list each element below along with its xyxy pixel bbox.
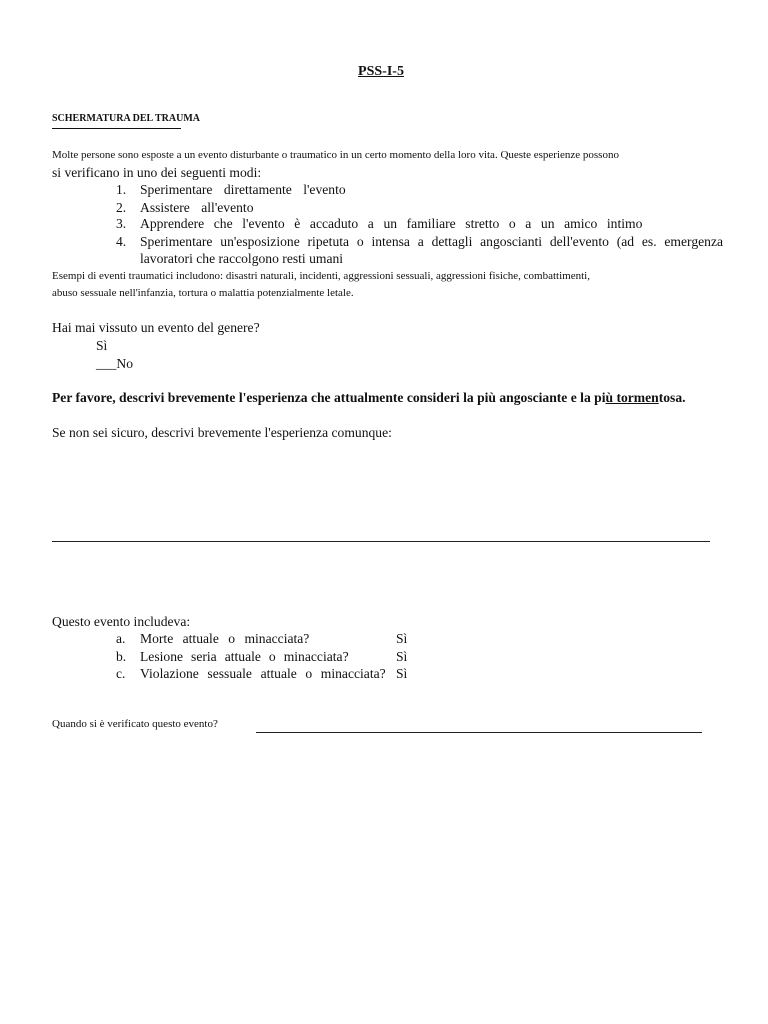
document-title: PSS-I-5 — [358, 64, 404, 79]
mode-item-text: Sperimentare direttamente l'evento — [140, 182, 346, 197]
mode-item-1 — [116, 182, 346, 198]
mode-item-number: 4. — [116, 234, 127, 249]
event-item-letter: c. — [116, 666, 126, 681]
description-answer-line[interactable] — [52, 541, 710, 542]
section-heading-underline — [52, 128, 181, 129]
event-item-text: Morte attuale o minacciata? — [140, 631, 310, 646]
mode-item-text: Sperimentare un'esposizione ripetuta o intensa a dettagli angoscianti dell'evento (ad es. emergenza — [140, 234, 724, 249]
event-item-b — [116, 649, 349, 665]
event-item-text: Violazione sessuale attuale o minacciata? — [140, 666, 386, 681]
answer-yes[interactable]: Sì — [96, 338, 108, 353]
prompt-text-underlined: ù tormen — [605, 390, 659, 405]
prompt-describe-experience — [52, 390, 686, 406]
event-item-letter: b. — [116, 649, 127, 664]
question-when-event: Quando si è verificato questo evento? — [52, 718, 218, 730]
answer-no-blank: ___ — [96, 356, 117, 371]
event-included-heading: Questo evento includeva: — [52, 614, 191, 629]
event-item-a-answer[interactable]: Sì — [396, 631, 408, 646]
question-experienced-event: Hai mai vissuto un evento del genere? — [52, 320, 260, 335]
event-item-a — [116, 631, 309, 647]
event-item-c-answer[interactable]: Sì — [396, 666, 408, 681]
prompt-text-a: Per favore, descrivi brevemente l'esperienza che attualmente consideri la più angosciante e la pi — [52, 390, 606, 405]
mode-item-number: 1. — [116, 182, 127, 197]
mode-item-4-continuation: lavoratori che raccolgono resti umani — [140, 251, 344, 266]
section-heading: SCHERMATURA DEL TRAUMA — [52, 113, 200, 124]
intro-line-2: si verificano in uno dei seguenti modi: — [52, 165, 262, 180]
answer-no-label: No — [116, 356, 134, 371]
answer-no[interactable] — [96, 356, 133, 372]
examples-line-1: Esempi di eventi traumatici includono: disastri naturali, incidenti, aggressioni sessuali, aggressioni fisiche, combattimenti, — [52, 270, 590, 282]
mode-item-number: 2. — [116, 200, 127, 215]
mode-item-2 — [116, 200, 254, 216]
when-answer-line[interactable] — [256, 732, 702, 733]
mode-item-text: Assistere all'evento — [140, 200, 254, 215]
mode-item-4 — [116, 234, 723, 250]
intro-line-1: Molte persone sono esposte a un evento disturbante o traumatico in un certo momento della loro vita. Queste esperienze possono — [52, 149, 619, 161]
mode-item-3 — [116, 216, 642, 232]
examples-line-2: abuso sessuale nell'infanzia, tortura o malattia potenzialmente letale. — [52, 287, 354, 299]
prompt-unsure: Se non sei sicuro, descrivi brevemente l'esperienza comunque: — [52, 425, 392, 440]
event-item-letter: a. — [116, 631, 126, 646]
event-item-b-answer[interactable]: Sì — [396, 649, 408, 664]
event-item-c — [116, 666, 386, 682]
mode-item-text: Apprendere che l'evento è accaduto a un familiare stretto o a un amico intimo — [140, 216, 643, 231]
prompt-text-b: tosa. — [658, 390, 686, 405]
event-item-text: Lesione seria attuale o minacciata? — [140, 649, 349, 664]
mode-item-number: 3. — [116, 216, 127, 231]
